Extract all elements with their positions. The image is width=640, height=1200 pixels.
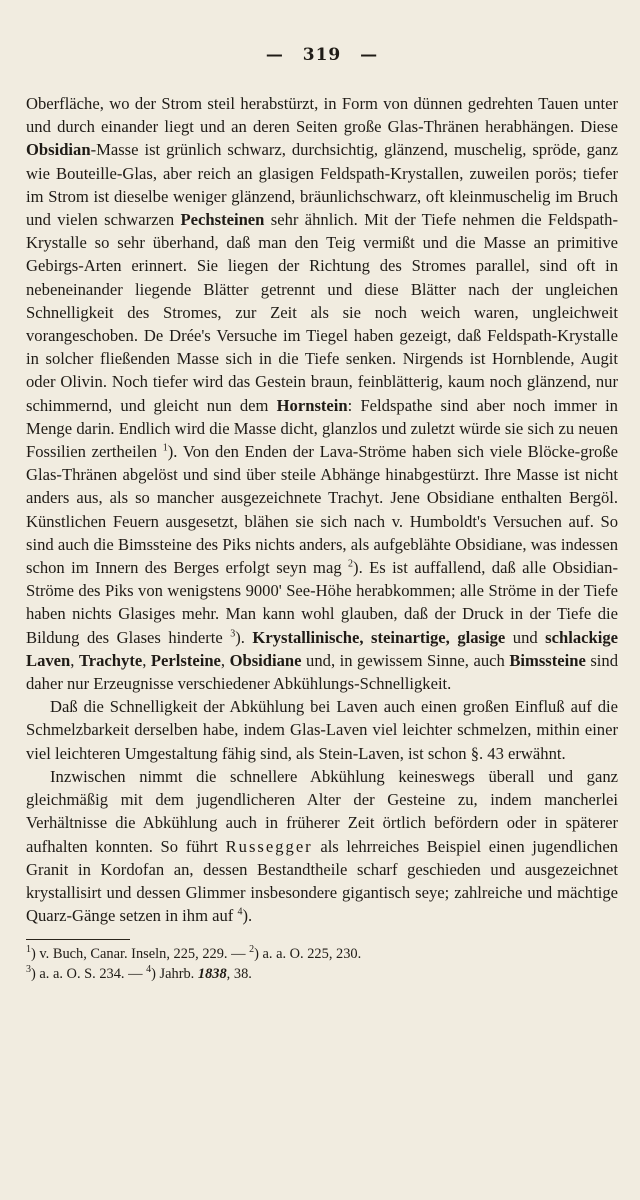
footnote-marker: 2 xyxy=(249,944,255,956)
footnote-line xyxy=(26,964,618,984)
page-number: 319 xyxy=(302,45,342,65)
emphasized-term: Bimssteine xyxy=(509,650,586,670)
text-run: Inzwischen nimmt die schnellere Abkühlung keineswegs überall und ganz gleichmäßig mit dem jugendlicheren Alter der Gesteine zu, indem mancherlei Verhältnisse die Abkühlung auch in früherer Zeit örtlich befördern oder in späterer aufhalten konnten. So führt xyxy=(26,766,618,856)
footnote-marker: 3 xyxy=(26,964,31,976)
text-run: : Feldspathe sind aber noch immer in Menge darin. Endlich wird die Masse dicht, glanzlos und zuletzt würde sie sich zu neuen Fossilien zertheilen xyxy=(26,395,618,462)
text-run: , xyxy=(142,650,151,670)
text-run: , xyxy=(70,650,79,670)
footnote-divider xyxy=(26,939,130,940)
author-name: Russegger xyxy=(225,836,313,856)
year-text: 1838 xyxy=(197,966,227,983)
footnote-marker: 1 xyxy=(26,944,31,956)
main-text xyxy=(26,92,618,927)
emphasized-term: Krystallinische, steinartige, glasige xyxy=(252,627,506,647)
emphasized-term: Perlsteine xyxy=(150,650,221,670)
text-run: ). Es ist auffallend, daß alle Obsidian-Ströme des Piks von wenigstens 9000' See-Höhe herabkommen; alle Ströme in der Tiefe haben nichts Glasiges mehr. Man kann wohl glauben, daß der Druck in der Tiefe die Bildung des Glases hinderte xyxy=(26,558,618,647)
paragraph xyxy=(26,765,618,927)
text-run: , 38. xyxy=(226,966,252,983)
text-run: und xyxy=(505,627,546,647)
text-run: sind daher nur Erzeugnisse verschiedener Abkühlungs-Schnelligkeit. xyxy=(26,650,619,694)
footnote-marker: 4 xyxy=(237,906,243,918)
text-run: ) v. Buch, Canar. Inseln, 225, 229. — xyxy=(31,946,250,963)
text-run: sehr ähnlich. Mit der Tiefe nehmen die Feldspath-Krystalle so sehr überhand, daß man den Teig vermißt und die Masse an primitive Gebirgs-Arten erinnert. Sie liegen der Richtung des Stromes parallel, sind oft in nebeneinander liegende Blätter getrennt und diese Blätter nach der ungleichen Schnelligkeit des Stromes, zur Zeit als sie noch weich waren, ungleichweit vorangeschoben. De Drée's Versuche im Tiegel haben gezeigt, daß Feldspath-Krystalle in solcher fließenden Masse sich in die Tiefe senken. Nirgends ist Hornblende, Augit oder Olivin. Noch tiefer wird das Gestein braun, feinblätterig, kaum noch glänzend, nur schimmernd, und gleicht nun dem xyxy=(26,210,618,415)
footnote-marker: 2 xyxy=(348,558,354,570)
emphasized-term: schlackige Laven xyxy=(26,627,618,670)
header-dash-right: — xyxy=(360,45,379,65)
emphasized-term: Trachyte xyxy=(78,650,143,670)
text-run: als lehrreiches Beispiel einen jugendlichen Granit in Kordofan an, dessen Bestandtheile scharf geschieden und ausgezeichnet krystallisirt und dessen Glimmer insbesondere gigantisch seye; zahlreiche und mächtige Quarz-Gänge setzen in ihm auf xyxy=(26,836,619,926)
emphasized-term: Pechsteinen xyxy=(180,210,265,230)
text-run: ). xyxy=(235,627,253,647)
text-run: ) a. a. O. S. 234. — xyxy=(31,966,147,983)
text-run: ). xyxy=(242,906,253,926)
footnote-marker: 1 xyxy=(162,442,168,454)
emphasized-term: Obsidiane xyxy=(229,650,302,670)
paragraph xyxy=(26,92,618,695)
footnote-marker: 3 xyxy=(230,628,236,640)
text-run: -Masse ist grünlich schwarz, durchsichtig, glänzend, muschelig, spröde, ganz wie Bouteille-Glas, aber reich an glasigen Feldspath-Krystallen, zuweilen porös; tiefer im Strom ist dieselbe weniger glänzend, bräunlichschwarz, oft kleinmuschelig im Bruch und vielen schwarzen xyxy=(26,140,618,230)
paragraph xyxy=(26,695,618,765)
text-run: ). Von den Enden der Lava-Ströme haben sich viele Blöcke-große Glas-Thränen abgelöst und sind über steile Abhänge hinabgestürzt. Ihre Masse ist nicht anders aus, als so mancher ausgezeichnete Trachyt. Jene Obsidiane enthalten Bergöl. Künstlichen Feuern ausgesetzt, blähen sie sich nach v. Humboldt's Versuchen auf. So sind auch die Bimssteine des Piks nichts anders, als aufgeblähte Obsidiane, was indessen schon im Innern des Berges erfolgt seyn mag xyxy=(26,442,618,578)
page-header xyxy=(26,42,618,78)
text-run: Oberfläche, wo der Strom steil herabstürzt, in Form von dünnen gedrehten Tauen unter und durch einander liegt und an deren Seiten große Glas-Thränen herabhängen. Diese xyxy=(26,94,618,137)
text-run: ) Jahrb. xyxy=(151,966,198,983)
header-dash-left: — xyxy=(265,45,284,65)
emphasized-term: Obsidian xyxy=(26,140,91,160)
text-run: Daß die Schnelligkeit der Abkühlung bei Laven auch einen großen Einfluß auf die Schmelzbarkeit derselben habe, indem Glas-Laven viel leichter schmelzen, mithin einer viel leichteren Umgestaltung fähig sind, als Stein-Laven, ist schon §. 43 erwähnt. xyxy=(26,697,618,763)
footnote-marker: 4 xyxy=(146,964,152,976)
text-run: ) a. a. O. 225, 230. xyxy=(254,946,362,963)
emphasized-term: Hornstein xyxy=(276,395,348,415)
text-run: , xyxy=(220,650,230,670)
footnotes xyxy=(26,944,618,984)
text-run: und, in gewissem Sinne, auch xyxy=(301,650,510,670)
footnote-line xyxy=(26,944,618,964)
